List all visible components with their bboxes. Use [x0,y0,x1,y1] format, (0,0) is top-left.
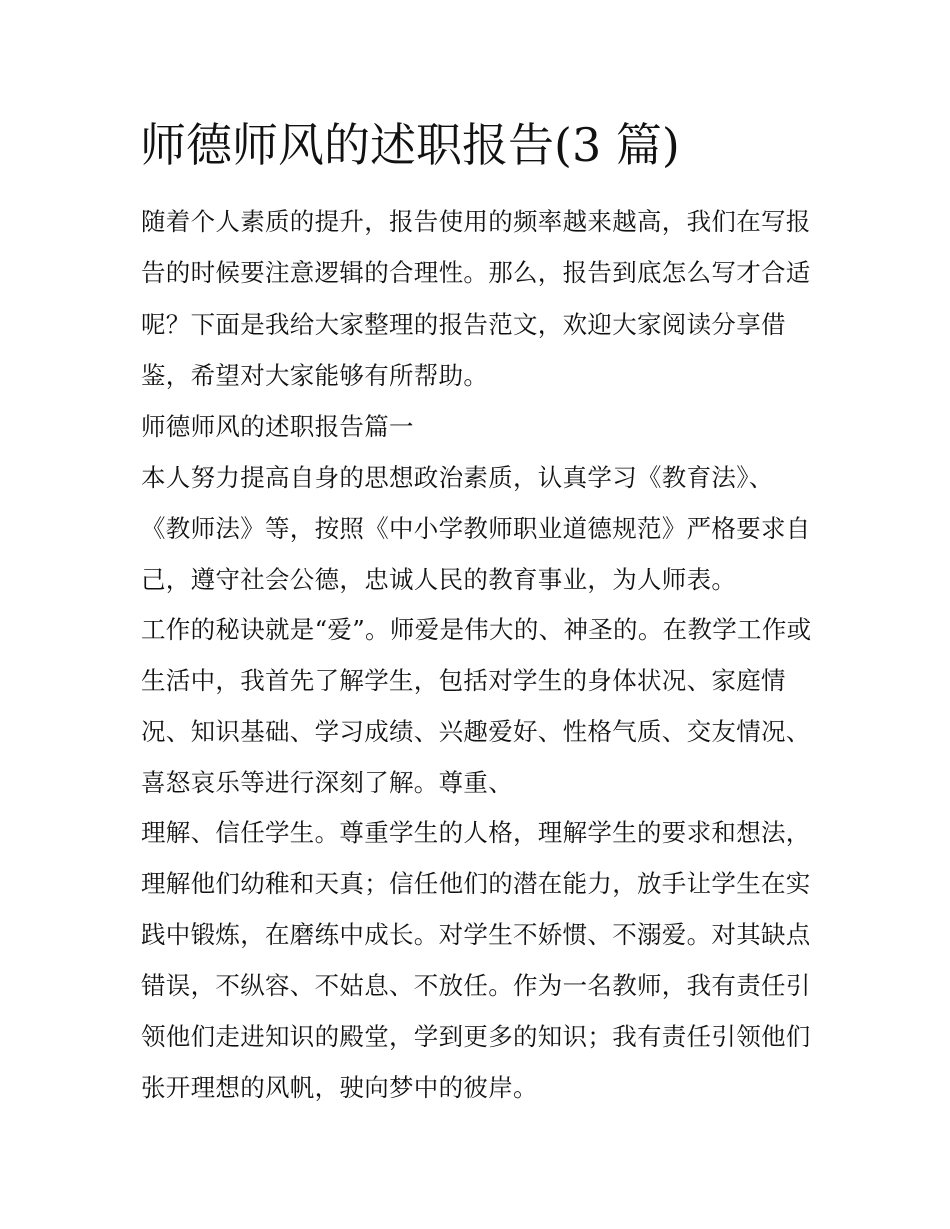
paragraph-line: 况、知识基础、学习成绩、兴趣爱好、性格气质、交友情况、 [141,717,811,746]
paragraph-line: 理解、信任学生。尊重学生的人格，理解学生的要求和想法， [141,818,811,847]
paragraph-line: 《教师法》等，按照《中小学教师职业道德规范》严格要求自 [141,514,811,543]
paragraph-line: 张开理想的风帆，驶向梦中的彼岸。 [141,1073,538,1102]
paragraph-line: 随着个人素质的提升，报告使用的频率越来越高，我们在写报 [141,207,811,236]
paragraph-line: 本人努力提高自身的思想政治素质，认真学习《教育法》、 [141,463,774,492]
paragraph-line: 己，遵守社会公德，忠诚人民的教育事业，为人师表。 [141,565,737,594]
paragraph-line: 工作的秘诀就是“爱”。师爱是伟大的、神圣的。在教学工作或 [141,615,812,644]
paragraph-line: 呢？下面是我给大家整理的报告范文，欢迎大家阅读分享借 [141,310,786,339]
document-title: 师德师风的述职报告(3 篇) [140,118,680,172]
paragraph-line: 喜怒哀乐等进行深刻了解。尊重、 [141,768,513,797]
paragraph-line: 理解他们幼稚和天真；信任他们的潜在能力，放手让学生在实 [141,869,811,898]
paragraph-line: 领他们走进知识的殿堂，学到更多的知识；我有责任引领他们 [141,1022,811,1051]
paragraph-line: 生活中，我首先了解学生，包括对学生的身体状况、家庭情 [141,666,786,695]
paragraph-line: 告的时候要注意逻辑的合理性。那么，报告到底怎么写才合适 [141,258,811,287]
paragraph-line: 践中锻炼，在磨练中成长。对学生不娇惯、不溺爱。对其缺点 [141,920,811,949]
section-heading: 师德师风的述职报告篇一 [141,412,414,441]
paragraph-line: 鉴，希望对大家能够有所帮助。 [141,361,489,390]
paragraph-line: 错误，不纵容、不姑息、不放任。作为一名教师，我有责任引 [141,971,811,1000]
